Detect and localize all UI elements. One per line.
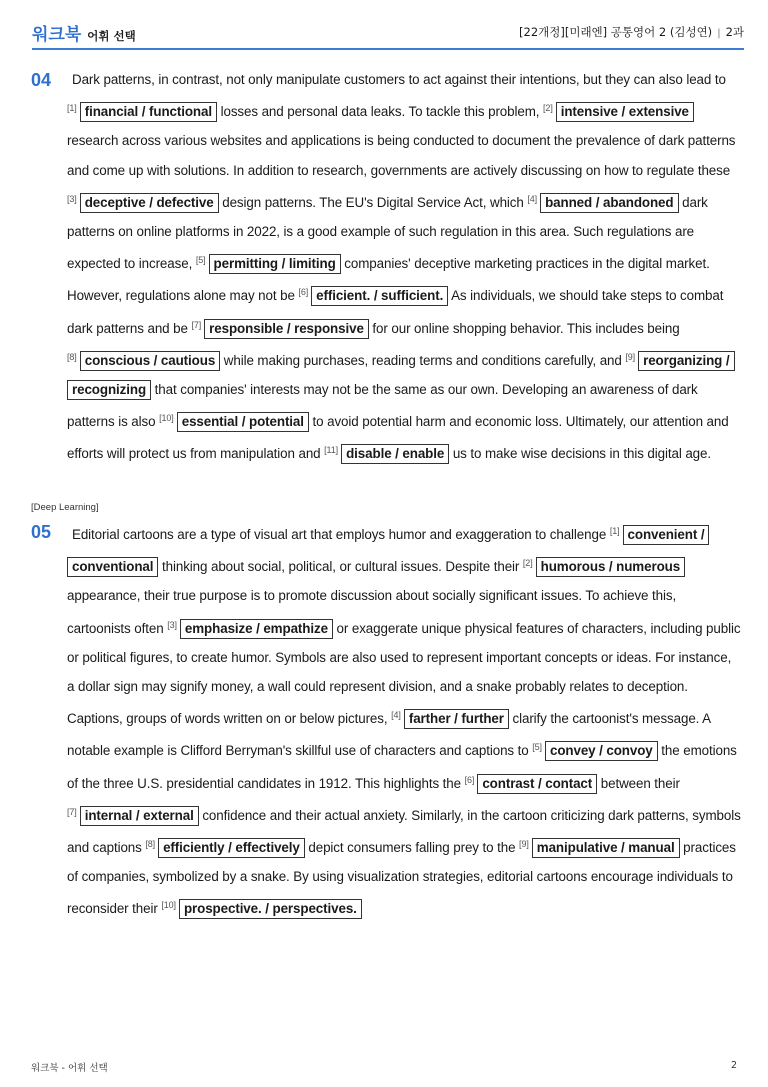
blank-number: [3] <box>67 193 77 204</box>
lesson-label: 2과 <box>725 25 744 39</box>
passage-text: design patterns. The EU's Digital Service Act, which <box>218 194 528 210</box>
choice-box[interactable]: intensive / extensive <box>556 102 694 122</box>
choice-box[interactable]: humorous / numerous <box>536 557 685 577</box>
passage-text: between their <box>597 775 680 791</box>
brand-title: 워크북 <box>32 25 82 45</box>
blank-number: [8] <box>67 351 77 362</box>
choice-box[interactable]: efficient. / sufficient. <box>311 286 448 306</box>
passage-text: depict consumers falling prey to the <box>304 840 520 856</box>
blank-number: [3] <box>167 619 177 630</box>
passage-text: losses and personal data leaks. To tackle this problem, <box>216 104 544 120</box>
question-passage <box>67 517 742 924</box>
passage-text: that companies' interests may not be the same as our own. Developing an awareness of dark patterns is also <box>67 382 698 430</box>
blank-number: [6] <box>464 774 475 785</box>
passage-text: clarify the cartoonist's message. A notable example is Clifford Berryman's skillful use of characters and captions to <box>67 711 711 759</box>
passage-text: us to make wise decisions in this digital age. <box>449 446 711 462</box>
choice-box[interactable]: internal / external <box>80 806 199 826</box>
brand-subtitle: 어휘 선택 <box>87 29 136 43</box>
choice-box[interactable]: disable / enable <box>341 444 449 464</box>
blank-number: [2] <box>543 103 553 114</box>
page-number: 2 <box>730 1060 737 1071</box>
blank-number: [9] <box>625 351 636 362</box>
choice-box[interactable]: prospective. / perspectives. <box>179 899 362 919</box>
course-separator: | <box>717 28 721 39</box>
choice-box[interactable]: farther / further <box>404 709 509 729</box>
choice-box[interactable]: permitting / limiting <box>209 254 341 274</box>
blank-number: [5] <box>195 255 206 266</box>
passage-text: As individuals, we should take steps to combat dark patterns and be <box>67 288 724 336</box>
choice-box[interactable]: responsible / responsive <box>204 319 369 339</box>
choice-box[interactable]: conscious / cautious <box>80 351 220 371</box>
course-title: [22개정][미래엔] 공통영어 2 (김성연) <box>519 25 713 39</box>
brand <box>32 20 136 45</box>
blank-number: [5] <box>532 742 542 753</box>
choice-box[interactable]: manipulative / manual <box>532 838 680 858</box>
page-header <box>32 20 744 50</box>
choice-box[interactable]: convenient / conventional <box>67 525 709 577</box>
passage-text: practices of companies, symbolized by a snake. By using visualization strategies, editorial cartoons encourage individuals to reconsider their <box>67 840 736 917</box>
blank-number: [7] <box>67 806 77 817</box>
blank-number: [4] <box>527 193 538 204</box>
question-number: 05 <box>31 522 52 542</box>
passage-text: appearance, their true purpose is to promote discussion about socially significant issues. To achieve this, cartoonists often <box>67 588 677 636</box>
passage-text: the emotions of the three U.S. presidential candidates in 1912. This highlights the <box>67 743 737 791</box>
question-passage <box>67 65 742 469</box>
blank-number: [1] <box>67 103 77 114</box>
choice-box[interactable]: convey / convoy <box>545 741 658 761</box>
passage-text: confidence and their actual anxiety. Similarly, in the cartoon criticizing dark patterns, symbols and captions <box>67 807 741 856</box>
footer-label: 워크북 - 어휘 선택 <box>31 1063 108 1074</box>
blank-number: [2] <box>522 558 533 569</box>
passage-text: research across various websites and applications is being conducted to document the prevalence of dark patterns and come up with solutions. In addition to research, governments are actively discussing on how to regulate these <box>67 133 736 178</box>
passage-text: or exaggerate unique physical features of characters, including public or political figures, to create humor. Symbols are also used to represent important concepts or ideas. For instance, a dollar sign may signify money, a wall could represent division, and a snake probably relates to deception. Captions, groups of words written on or below pictures, <box>67 620 741 727</box>
blank-number: [1] <box>609 526 620 536</box>
passage-text: companies' deceptive marketing practices in the digital market. However, regulations alone may not be <box>67 256 710 304</box>
choice-box[interactable]: contrast / contact <box>477 774 597 794</box>
passage-text: dark patterns on online platforms in 2022, is a good example of such regulation in this area. Such regulations are expected to increase, <box>67 194 708 272</box>
blank-number: [4] <box>391 710 401 721</box>
choice-box[interactable]: financial / functional <box>80 102 217 122</box>
choice-box[interactable]: emphasize / empathize <box>180 619 333 639</box>
blank-number: [8] <box>145 839 156 850</box>
passage-text: for our online shopping behavior. This includes being <box>368 320 680 336</box>
choice-box[interactable]: banned / abandoned <box>540 193 678 213</box>
blank-number: [7] <box>191 319 202 330</box>
passage-text: while making purchases, reading terms and conditions carefully, and <box>220 352 626 368</box>
question-number: 04 <box>31 70 52 90</box>
blank-number: [9] <box>519 839 529 850</box>
passage-text: Editorial cartoons are a type of visual art that employs humor and exaggeration to challenge <box>72 527 610 542</box>
blank-number: [10] <box>161 900 176 911</box>
choice-box[interactable]: essential / potential <box>177 412 309 432</box>
deep-learning-label: [Deep Learning] <box>31 502 99 513</box>
passage-text: thinking about social, political, or cultural issues. Despite their <box>158 559 523 575</box>
course-info <box>519 24 744 40</box>
choice-box[interactable]: deceptive / defective <box>80 193 219 213</box>
choice-box[interactable]: reorganizing / recognizing <box>67 351 735 400</box>
choice-box[interactable]: efficiently / effectively <box>158 838 305 858</box>
blank-number: [11] <box>324 445 339 456</box>
blank-number: [6] <box>298 287 309 298</box>
passage-text: to avoid potential harm and economic loss. Ultimately, our attention and efforts will protect us from manipulation and <box>67 414 729 462</box>
passage-text: Dark patterns, in contrast, not only manipulate customers to act against their intentions, but they can also lead to <box>72 72 726 87</box>
blank-number: [10] <box>159 413 174 424</box>
